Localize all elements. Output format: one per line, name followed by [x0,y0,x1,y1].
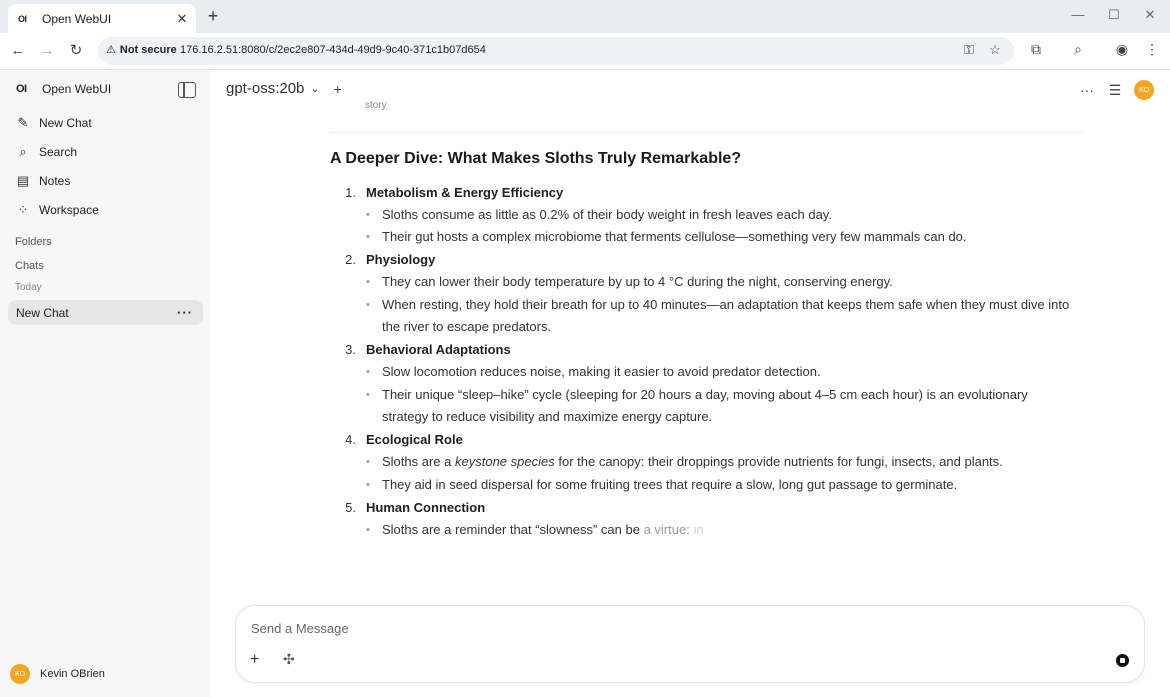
text-run: Sloths are a reminder that “slowness” can be [382,521,640,537]
text-run: Sloths are a [382,454,455,469]
favicon: OI [18,13,27,24]
section-title: Ecological Role [366,432,463,448]
sidebar-item-notes[interactable] [14,173,70,189]
window-close-icon[interactable]: ✕ [1144,7,1156,22]
bullet-item: • Sloths are a reminder that “slowness” can be a virtue: in [330,519,1070,542]
maximize-icon[interactable]: ☐ [1108,7,1120,22]
new-tab-icon[interactable]: + [207,6,219,26]
add-attachment-icon[interactable]: + [250,651,260,668]
app-brand[interactable] [16,82,111,96]
model-name: gpt-oss:20b [226,80,305,97]
browser-menu-icon[interactable]: ⋮ [1145,41,1159,57]
add-model-icon[interactable]: + [333,80,342,97]
emphasis-text: keystone species [455,454,555,469]
bullet-item: • Sloths are a keystone species for the canopy: their droppings provide nutrients for fungi, insects, and plants. [330,451,1070,474]
bullet-text: Their gut hosts a complex microbiome that ferments cellulose—something very few mammals can do. [382,229,967,244]
bullet-item: • They aid in seed dispersal for some fruiting trees that require a slow, long gut passage to germinate. [330,474,1070,497]
back-icon[interactable]: ← [10,42,26,59]
bullet-text: They aid in seed dispersal for some fruiting trees that require a slow, long gut passage to germinate. [382,476,958,492]
search-icon: ⌕ [19,144,27,159]
bullet-text [382,451,1070,474]
text-run: for the canopy: their droppings provide nutrients for fungi, insects, and plants. [554,454,1003,469]
sidebar-item-label: Notes [39,174,71,188]
minimize-icon[interactable]: — [1071,7,1085,22]
browser-tab[interactable] [8,4,196,33]
star-icon[interactable]: ☆ [989,42,1001,57]
forward-icon[interactable]: → [39,42,55,59]
model-selector[interactable] [226,80,342,97]
edit-icon: ✎ [17,115,29,130]
bullet-item: • When resting, they hold their breath for up to 40 minutes—an adaptation that keeps them safe when they must dive into the river to escape predators. [330,294,1070,339]
bullet-item: • They can lower their body temperature by up to 4 °C during the night, conserving energy. [330,271,1070,294]
user-name: Kevin OBrien [40,668,105,680]
chat-list-item[interactable] [8,300,203,325]
main-area [210,70,1170,697]
avatar[interactable]: KO [1134,80,1154,100]
sidebar [0,70,210,697]
message-heading: A Deeper Dive: What Makes Sloths Truly Remarkable? [330,150,742,167]
sidebar-item-workspace[interactable] [14,202,99,218]
profile-icon[interactable]: ◉ [1115,41,1129,57]
chevron-down-icon: ⌄ [310,83,320,95]
text-run: a virtue: [639,521,690,537]
list-item [330,339,1070,362]
bullet-item: • Their gut hosts a complex microbiome that ferments cellulose—something very few mammals can do. [330,226,1070,249]
security-indicator[interactable] [106,43,177,56]
section-title: Human Connection [366,499,486,515]
sidebar-item-label: Search [39,145,78,159]
extensions-icon[interactable]: ⧉ [1031,41,1041,57]
warning-icon: ⚠ [106,44,116,56]
bullet-text: Their unique “sleep–hike” cycle (sleeping for 20 hours a day, moving about 4–5 cm each hour) is an evolutionary strategy to reduce visibility and maximize energy capture. [382,386,1028,424]
bullet-item: • Their unique “sleep–hike” cycle (sleeping for 20 hours a day, moving about 4–5 cm each hour) is an evolutionary strategy to reduce visibility and maximize energy capture. [330,384,1070,429]
more-options-icon[interactable]: ··· [1080,82,1094,98]
sidebar-item-new-chat[interactable] [14,115,92,131]
today-label: Today [15,282,42,293]
browser-toolbar [0,33,1170,70]
app-logo: OI [16,83,27,95]
reload-icon[interactable]: ↻ [69,42,83,59]
bullet-text: When resting, they hold their breath for up to 40 minutes—an adaptation that keeps them safe when they must dive into the river to escape predators. [382,296,1070,334]
list-item [330,496,1070,519]
section-title: Physiology [366,252,436,268]
text-run: in [689,521,704,537]
tools-icon[interactable]: ✣ [283,651,295,667]
not-secure-label: Not secure [119,43,177,56]
close-icon[interactable]: ✕ [176,10,188,26]
folders-heading[interactable]: Folders [15,236,52,248]
assistant-message [330,150,1070,541]
list-number: 3. [345,342,356,358]
sidebar-item-label: Workspace [39,203,99,217]
list-number: 5. [345,499,356,515]
notes-icon: ▤ [16,173,30,188]
tab-title: Open WebUI [42,11,112,26]
sidebar-toggle-icon[interactable] [178,82,196,98]
bullet-item: • Slow locomotion reduces noise, making it easier to avoid predator detection. [330,361,1070,384]
list-number: 2. [345,252,356,268]
key-icon[interactable]: ⚿ [964,42,974,57]
chat-item-title: New Chat [16,305,69,320]
app-name: Open WebUI [42,82,112,96]
list-number: 1. [345,184,356,200]
sidebar-item-label: New Chat [39,116,92,130]
divider [330,132,1082,133]
list-item [330,181,1070,204]
sidebar-item-search[interactable] [14,144,77,160]
list-item [330,249,1070,272]
more-options-icon[interactable]: ··· [177,305,193,320]
workspace-icon: ⁘ [17,202,29,217]
faded-table-text: story [365,100,387,111]
section-title: Metabolism & Energy Efficiency [366,184,564,200]
address-bar[interactable] [98,37,1014,65]
user-menu[interactable] [10,664,105,684]
avatar: KO [10,664,30,684]
tab-search-icon[interactable]: ⌕ [1074,41,1082,57]
bullet-item: • Sloths consume as little as 0.2% of their body weight in fresh leaves each day. [330,204,1070,227]
chats-heading[interactable]: Chats [15,260,44,272]
section-title: Behavioral Adaptations [366,342,511,358]
message-composer [235,605,1145,683]
controls-icon[interactable]: ☰ [1108,82,1122,98]
url-text[interactable]: 176.16.2.51:8080/c/2ec2e807-434d-49d9-9c40-371c1b07d654 [180,44,486,56]
bullet-text: Slow locomotion reduces noise, making it easier to avoid predator detection. [382,364,821,379]
voice-mode-icon[interactable] [1116,654,1129,667]
bullet-text: They can lower their body temperature by up to 4 °C during the night, conserving energy. [382,274,893,289]
list-number: 4. [345,432,356,448]
browser-tab-bar [0,0,1170,33]
streaming-text [382,519,1070,542]
message-input[interactable]: Send a Message [251,621,349,636]
list-item [330,429,1070,452]
bullet-text: Sloths consume as little as 0.2% of their body weight in fresh leaves each day. [382,206,832,222]
